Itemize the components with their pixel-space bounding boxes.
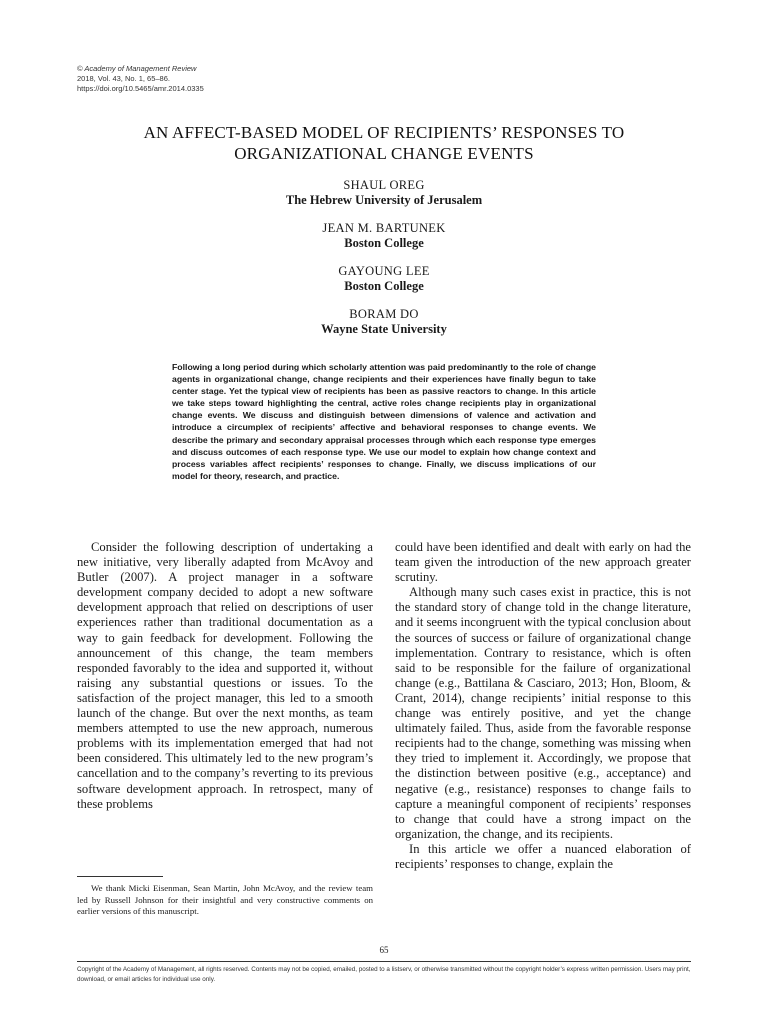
author-name: GAYOUNG LEE bbox=[338, 264, 430, 278]
author-affiliation: Boston College bbox=[344, 279, 424, 293]
volume-info: 2018, Vol. 43, No. 1, 65–86. bbox=[77, 74, 170, 83]
footer-divider bbox=[77, 961, 691, 962]
body-column-left bbox=[77, 540, 373, 812]
author-list bbox=[77, 178, 691, 350]
author-affiliation: Boston College bbox=[344, 236, 424, 250]
author-name: JEAN M. BARTUNEK bbox=[322, 221, 446, 235]
body-paragraph: Consider the following description of undertaking a new initiative, very liberally adapted from McAvoy and Butler (2007). A project manager in a software development company decided to adopt a new software development approach that relied on descriptions of user experiences rather than traditional documentation as a way to gain feedback for development. Following the announcement of this change, the team members responded favorably to the idea and supported it, without raising any substantial questions or issues. To the satisfaction of the project manager, this led to a smooth launch of the change. But over the next months, as team members attempted to use the new approach, numerous problems with its implementation emerged that had not been considered. This ultimately led to the new program’s cancellation and to the company’s reverting to its previous software development approach. In retrospect, many of these problems bbox=[77, 540, 373, 811]
copyright-notice: Copyright of the Academy of Management, all rights reserved. Contents may not be copied, emailed, posted to a listserv, or otherwise transmitted without the copyright holder’s express written permission. Users may print, download, or email articles for individual use only. bbox=[77, 966, 691, 983]
body-paragraph: Although many such cases exist in practice, this is not the standard story of change told in the change literature, and it seems incongruent with the typical conclusion about the sources of success or failure of organizational change implementation. Contrary to resistance, which is often said to be responsible for the failure of organizational change (e.g., Battilana & Casciaro, 2013; Hon, Bloom, & Crant, 2014), change recipients’ initial response to this change was entirely positive, and yet the change ultimately failed. Thus, aside from the favorable response recipients had to the change, something was missing when they tried to implement it. Accordingly, we propose that the distinction between positive (e.g., acceptance) and negative (e.g., resistance) responses to change fails to capture a meaningful component of recipients’ responses to change that could have a strong impact on the organization, the change, and its recipients. bbox=[395, 585, 691, 841]
author-block bbox=[77, 221, 691, 251]
journal-name: © Academy of Management Review bbox=[77, 64, 197, 73]
abstract: Following a long period during which scholarly attention was paid predominantly to the role of change agents in organizational change, change recipients and their experiences have finally begun to take center stage. Yet the typical view of recipients has been as passive reactors to change. In this article we take steps toward highlighting the central, active roles change recipients play in organizational change events. We discuss and distinguish between dimensions of valence and activation and introduce a circumplex of recipients’ affective and behavioral responses to change events. We describe the primary and secondary appraisal processes through which each response type emerges and discuss outcomes of each response type. We use our model to explain how change context and process variables affect recipients’ responses to change. Finally, we discuss implications of our model for theory, research, and practice. bbox=[172, 362, 596, 481]
author-name: BORAM DO bbox=[349, 307, 419, 321]
title-line-1: AN AFFECT-BASED MODEL OF RECIPIENTS’ RESPONSES TO bbox=[143, 123, 625, 142]
author-block bbox=[77, 307, 691, 337]
article-title bbox=[77, 122, 691, 164]
page-number: 65 bbox=[379, 945, 389, 955]
acknowledgment-footnote: We thank Micki Eisenman, Sean Martin, John McAvoy, and the review team led by Russell Johnson for their insightful and very constructive comments on earlier versions of this manuscript. bbox=[77, 883, 373, 916]
author-affiliation: The Hebrew University of Jerusalem bbox=[285, 193, 483, 207]
footnote-divider bbox=[77, 876, 163, 877]
author-name: SHAUL OREG bbox=[343, 178, 425, 192]
body-column-right bbox=[395, 540, 691, 872]
body-paragraph-continuation: could have been identified and dealt with early on had the team given the introduction of the new approach greater scrutiny. bbox=[395, 540, 691, 585]
doi-link[interactable]: https://doi.org/10.5465/amr.2014.0335 bbox=[77, 84, 204, 93]
author-affiliation: Wayne State University bbox=[321, 322, 447, 336]
citation-header bbox=[77, 64, 204, 94]
author-block bbox=[77, 178, 691, 208]
body-paragraph: In this article we offer a nuanced elaboration of recipients’ responses to change, explain the bbox=[395, 841, 691, 871]
title-line-2: ORGANIZATIONAL CHANGE EVENTS bbox=[234, 144, 534, 163]
author-block bbox=[77, 264, 691, 294]
